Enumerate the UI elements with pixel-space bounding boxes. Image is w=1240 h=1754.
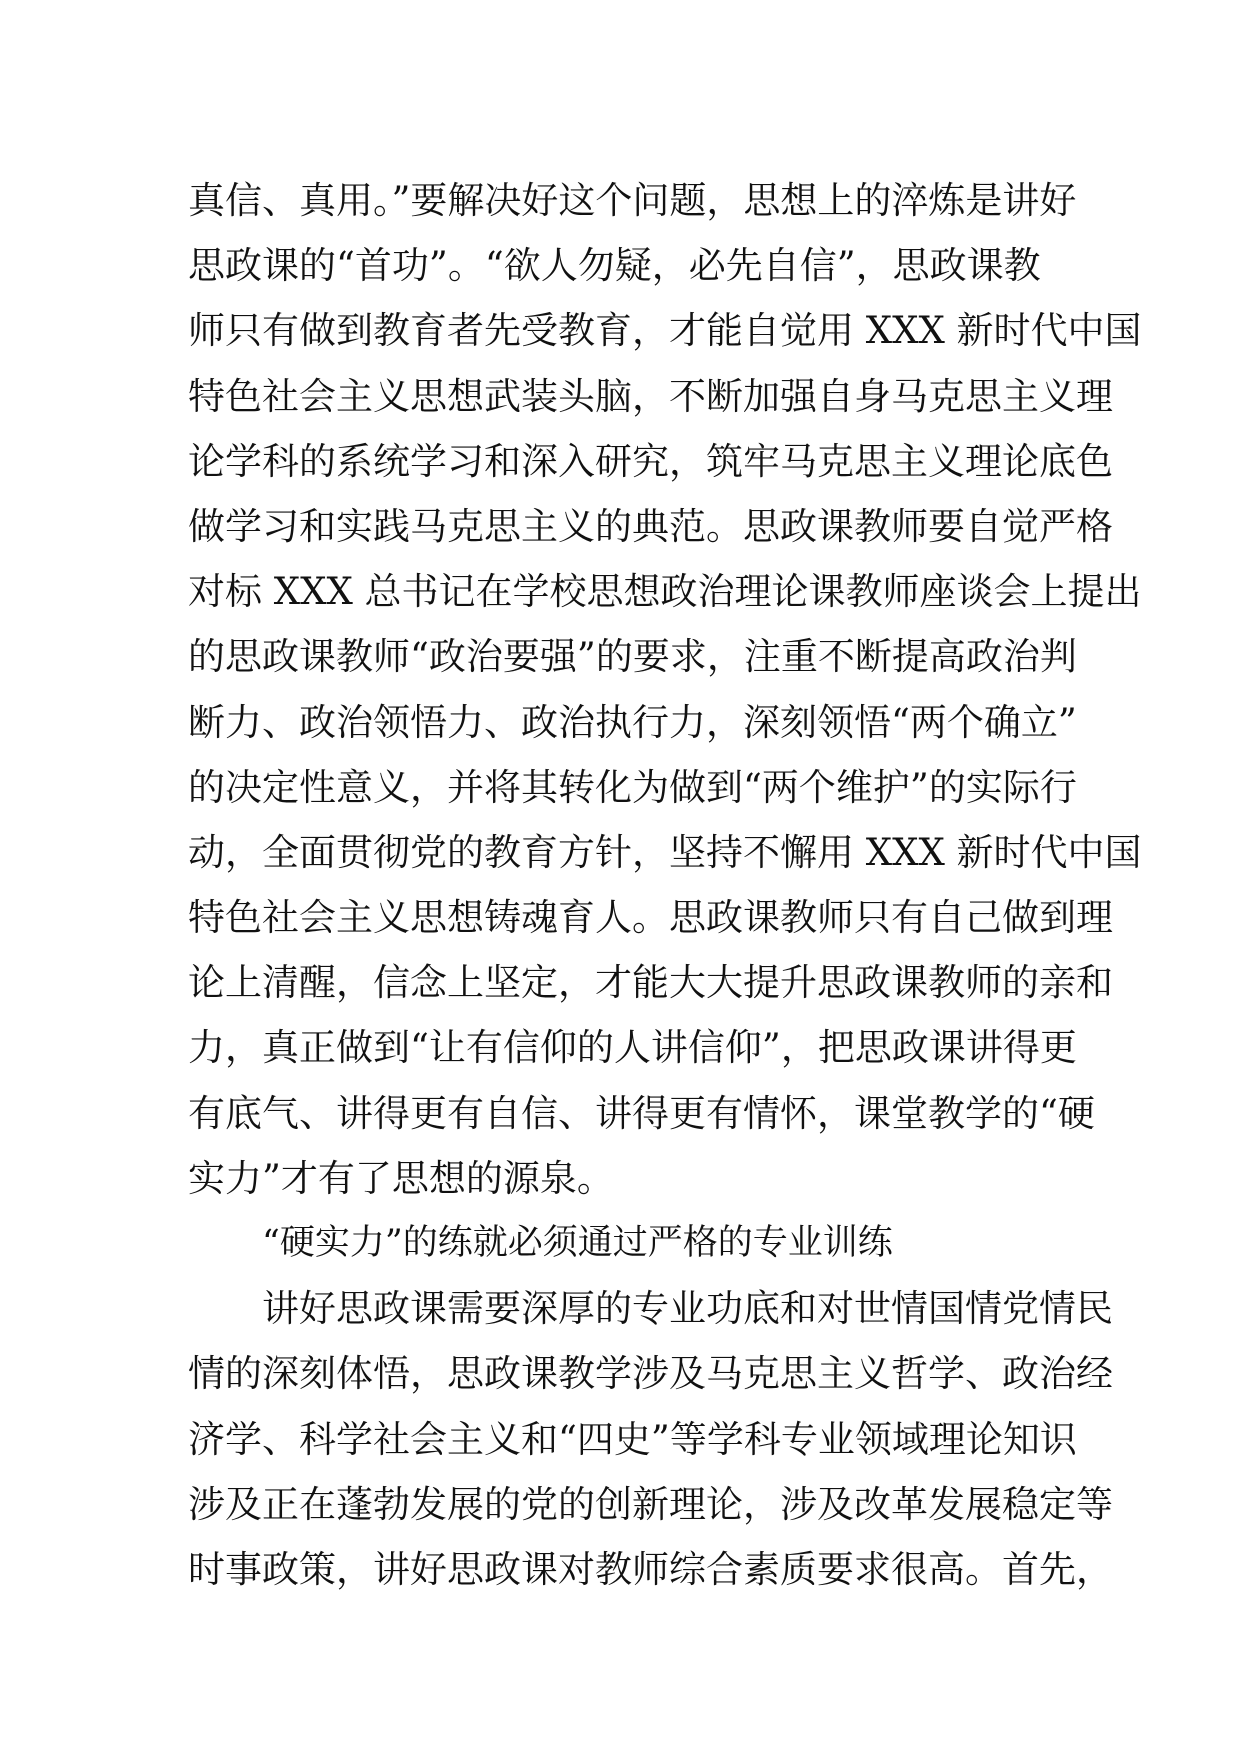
text-line: 实力”才有了思想的源泉。 (188, 1156, 614, 1200)
text-line: 时事政策，讲好思政课对教师综合素质要求很高。首先， (188, 1547, 1113, 1591)
text-line: 思政课的“首功”。“欲人勿疑，必先自信”，思政课教 (188, 244, 1041, 288)
text-line: 真信、真用。”要解决好这个问题，思想上的淬炼是讲好 (188, 179, 1077, 222)
text-line: 济学、科学社会主义和“四史”等学科专业领域理论知识 (188, 1417, 1077, 1461)
text-line: 特色社会主义思想武装头脑，不断加强自身马克思主义理 (188, 374, 1113, 418)
text-line: 断力、政治领悟力、政治执行力，深刻领悟“两个确立” (188, 700, 1077, 744)
text-line: 涉及正在蓬勃发展的党的创新理论，涉及改革发展稳定等 (188, 1482, 1113, 1526)
text-line: 的决定性意义，并将其转化为做到“两个维护”的实际行 (188, 765, 1077, 809)
text-line: 讲好思政课需要深厚的专业功底和对世情国情党情民 (262, 1287, 1113, 1331)
text-line: 特色社会主义思想铸魂育人。思政课教师只有自己做到理 (188, 896, 1113, 940)
text-line: 做学习和实践马克思主义的典范。思政课教师要自觉严格 (188, 504, 1113, 548)
text-line: 对标 XXX 总书记在学校思想政治理论课教师座谈会上提出 (188, 570, 1142, 614)
text-line: 情的深刻体悟，思政课教学涉及马克思主义哲学、政治经 (188, 1352, 1113, 1396)
section-heading: “硬实力”的练就必须通过严格的专业训练 (262, 1223, 893, 1263)
text-line: 动，全面贯彻党的教育方针，坚持不懈用 XXX 新时代中国 (188, 830, 1142, 874)
text-line: 师只有做到教育者先受教育，才能自觉用 XXX 新时代中国 (188, 309, 1142, 353)
text-line: 力，真正做到“让有信仰的人讲信仰”，把思政课讲得更 (188, 1026, 1077, 1070)
text-line: 有底气、讲得更有自信、讲得更有情怀，课堂教学的“硬 (188, 1091, 1095, 1135)
text-line: 论上清醒，信念上坚定，才能大大提升思政课教师的亲和 (188, 961, 1113, 1005)
text-line: 的思政课教师“政治要强”的要求，注重不断提高政治判 (188, 635, 1077, 679)
body-text (188, 168, 1142, 1602)
text-line: 论学科的系统学习和深入研究，筑牢马克思主义理论底色 (188, 439, 1113, 483)
